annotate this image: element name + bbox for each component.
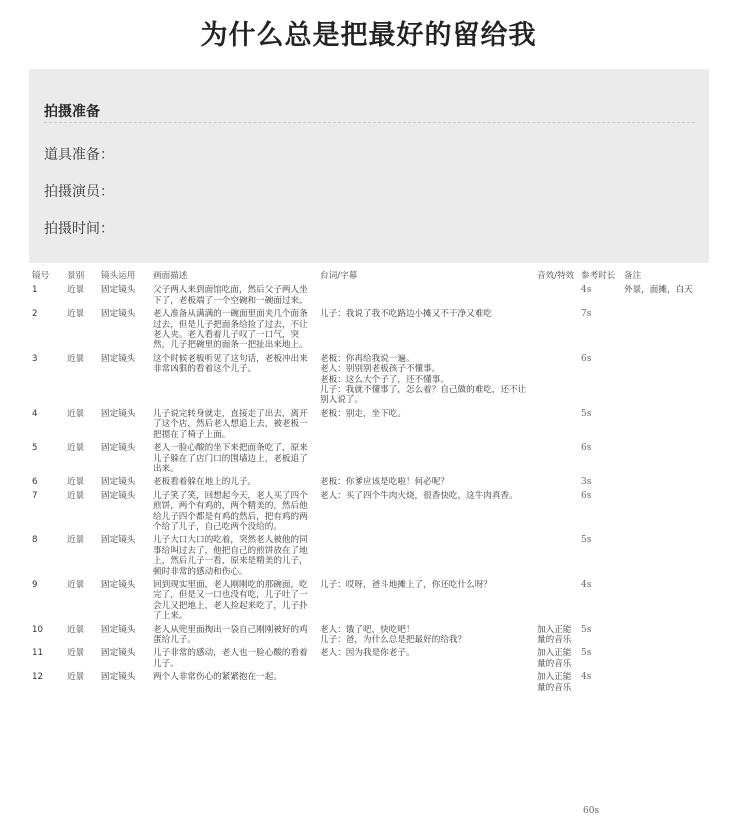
prep-divider [44,122,695,123]
camera-cell: 固定镜头 [101,285,136,296]
table-row [30,477,706,490]
camera-cell: 固定镜头 [101,408,136,419]
effects-cell [535,409,579,443]
shot-number-cell: 3 [32,353,38,364]
notes-cell [622,672,706,696]
duration-cell: 7s [581,309,592,320]
shot-size-cell: 近景 [67,490,85,501]
table-row [30,443,706,477]
actors-field: 拍摄演员： [44,184,114,200]
duration-cell: 4s [581,672,592,683]
col-header-description: 画面描述 [153,271,188,281]
duration-cell: 4s [581,285,592,296]
description-cell: 儿子非常的感动，老人也一脸心酸的看着儿子。 [153,648,308,669]
description-cell: 老人准备从满满的一碗面里面夹几个面条过去，但是儿子把面条给捡了过去，不让老人夹。老人看着儿子叹了一口气，突然，儿子把碗里的面条一把扯出来地上。 [153,309,308,351]
effects-cell [535,354,579,409]
lines-cell [318,672,535,696]
total-duration: 60s [583,806,600,816]
col-header-shot-size: 景别 [67,271,85,281]
effects-cell: 加入正能量的音乐 [537,648,572,669]
table-row [30,491,706,536]
shot-number-cell: 7 [32,490,38,501]
lines-cell [318,443,535,477]
effects-cell: 加入正能量的音乐 [537,672,572,693]
table-row [30,648,706,672]
effects-cell [535,285,579,309]
lines-cell: 老板：你再给我说一遍。 老人：别别别老板孩子不懂事。 老板：这么大个子了，还不懂事。 儿子：我就不懂事了，怎么着？自己做的难吃，还不让别人说了。 [320,353,527,406]
shot-size-cell: 近景 [67,309,85,320]
camera-cell: 固定镜头 [101,353,136,364]
shot-size-cell: 近景 [67,648,85,659]
lines-cell [318,535,535,580]
effects-cell [535,535,579,580]
shooting-prep-panel [29,69,709,263]
shot-number-cell: 2 [32,309,38,320]
shot-number-cell: 12 [32,672,43,683]
notes-cell [622,625,706,649]
camera-cell: 固定镜头 [101,309,136,320]
effects-cell: 加入正能量的音乐 [537,624,572,645]
shot-size-cell: 近景 [67,535,85,546]
camera-cell: 固定镜头 [101,579,136,590]
table-row [30,580,706,625]
notes-cell [622,477,706,490]
notes-cell [622,535,706,580]
effects-cell [535,491,579,536]
lines-cell: 儿子：我说了我不吃路边小摊又不干净又难吃 [320,309,492,320]
col-header-notes: 备注 [624,271,642,281]
duration-cell: 6s [581,490,592,501]
time-field: 拍摄时间： [44,221,114,237]
notes-cell: 外景，面摊，白天 [624,285,693,296]
shot-size-cell: 近景 [67,477,85,488]
table-row [30,672,706,696]
camera-cell: 固定镜头 [101,624,136,635]
notes-cell [622,409,706,443]
table-row [30,625,706,649]
duration-cell: 5s [581,535,592,546]
description-cell: 老人一脸心酸的坐下来把面条吃了，原来儿子躲在了店门口的围墙边上，老板追了出来。 [153,443,308,474]
notes-cell [622,491,706,536]
notes-cell [622,580,706,625]
duration-cell: 5s [581,624,592,635]
shot-size-cell: 近景 [67,624,85,635]
camera-cell: 固定镜头 [101,477,136,488]
storyboard-table [30,271,706,696]
camera-cell: 固定镜头 [101,443,136,454]
props-field: 道具准备： [44,147,114,163]
col-header-duration: 参考时长 [581,271,616,281]
duration-cell: 5s [581,648,592,659]
lines-cell: 老人：饿了吧，快吃吧！ 儿子：爸，为什么总是把最好的给我？ [320,624,467,645]
duration-cell: 5s [581,408,592,419]
shot-number-cell: 9 [32,579,38,590]
shot-size-cell: 近景 [67,353,85,364]
duration-cell: 3s [581,477,592,488]
notes-cell [622,443,706,477]
effects-cell [535,477,579,490]
shot-size-cell: 近景 [67,285,85,296]
camera-cell: 固定镜头 [101,490,136,501]
lines-cell: 老人：买了四个牛肉火烧，很香快吃，这牛肉真香。 [320,490,518,501]
shot-size-cell: 近景 [67,443,85,454]
description-cell: 父子两人来到面馆吃面，然后父子两人坐下了，老板端了一个空碗和一碗面过来。 [153,285,308,306]
table-row [30,285,706,309]
duration-cell: 6s [581,353,592,364]
table-row [30,354,706,409]
lines-cell: 老板：别走，坐下吃。 [320,408,406,419]
shot-size-cell: 近景 [67,408,85,419]
table-row [30,409,706,443]
description-cell: 回到现实里面，老人刚刚吃的那碗面，吃完了，但是又一口也没有吃，儿子吐了一会儿又把地上，老人捡起来吃了，儿子扑了上来。 [153,579,308,622]
effects-cell [535,443,579,477]
shot-number-cell: 11 [32,648,43,659]
notes-cell [622,648,706,672]
effects-cell [535,309,579,354]
col-header-camera: 镜头运用 [101,271,136,281]
duration-cell: 6s [581,443,592,454]
shot-number-cell: 6 [32,477,38,488]
page-title: 为什么总是把最好的留给我 [200,20,537,51]
col-header-effects: 音效/特效 [537,271,575,281]
shot-number-cell: 4 [32,408,38,419]
description-cell: 老板看着躲在地上的儿子。 [153,477,257,488]
lines-cell: 儿子：哎呀，爸斗地摊上了，你还吃什么呀？ [320,579,492,590]
notes-cell [622,354,706,409]
effects-cell [535,580,579,625]
description-cell: 儿子说完转身就走，直接走了出去，离开了这个店，然后老人想追上去，被老板一把摁在了椅子上面。 [153,408,308,440]
table-body [30,285,706,696]
shot-number-cell: 1 [32,285,38,296]
shot-number-cell: 10 [32,624,43,635]
lines-cell [318,285,535,309]
shot-number-cell: 5 [32,443,38,454]
description-cell: 这个时候老板听见了这句话，老板冲出来非常凶狠的看着这个儿子。 [153,353,308,375]
table-row [30,535,706,580]
shot-size-cell: 近景 [67,672,85,683]
description-cell: 两个人非常伤心的紧紧抱在一起。 [153,672,282,683]
notes-cell [622,309,706,354]
shot-size-cell: 近景 [67,579,85,590]
lines-cell: 老板：你爹应该是吃啦！何必呢？ [320,477,449,488]
col-header-shot-number: 镜号 [32,271,50,281]
camera-cell: 固定镜头 [101,648,136,659]
table-header-row [30,271,706,285]
description-cell: 老人从兜里面掏出一袋自己刚刚被好的鸡蛋给儿子。 [153,624,308,645]
duration-cell: 4s [581,579,592,590]
description-cell: 儿子笑了笑，回想起今天，老人买了四个煎饼，两个有鸡的，两个精美的，然后他给儿子四个都是有鸡的然后，把有鸡的两个给了儿子，自己吃两个没给的。 [153,490,308,532]
shot-number-cell: 8 [32,535,38,546]
camera-cell: 固定镜头 [101,535,136,546]
description-cell: 儿子大口大口的吃着，突然老人被他的同事给叫过去了，他把自己的煎饼放在了地上，然后儿子一看，原来是精美的儿子，顿时非常的感动和伤心。 [153,535,308,577]
camera-cell: 固定镜头 [101,672,136,683]
lines-cell: 老人：因为我是你老子。 [320,648,415,659]
table-row [30,309,706,354]
prep-heading: 拍摄准备 [44,104,100,120]
col-header-lines: 台词/字幕 [320,271,358,281]
